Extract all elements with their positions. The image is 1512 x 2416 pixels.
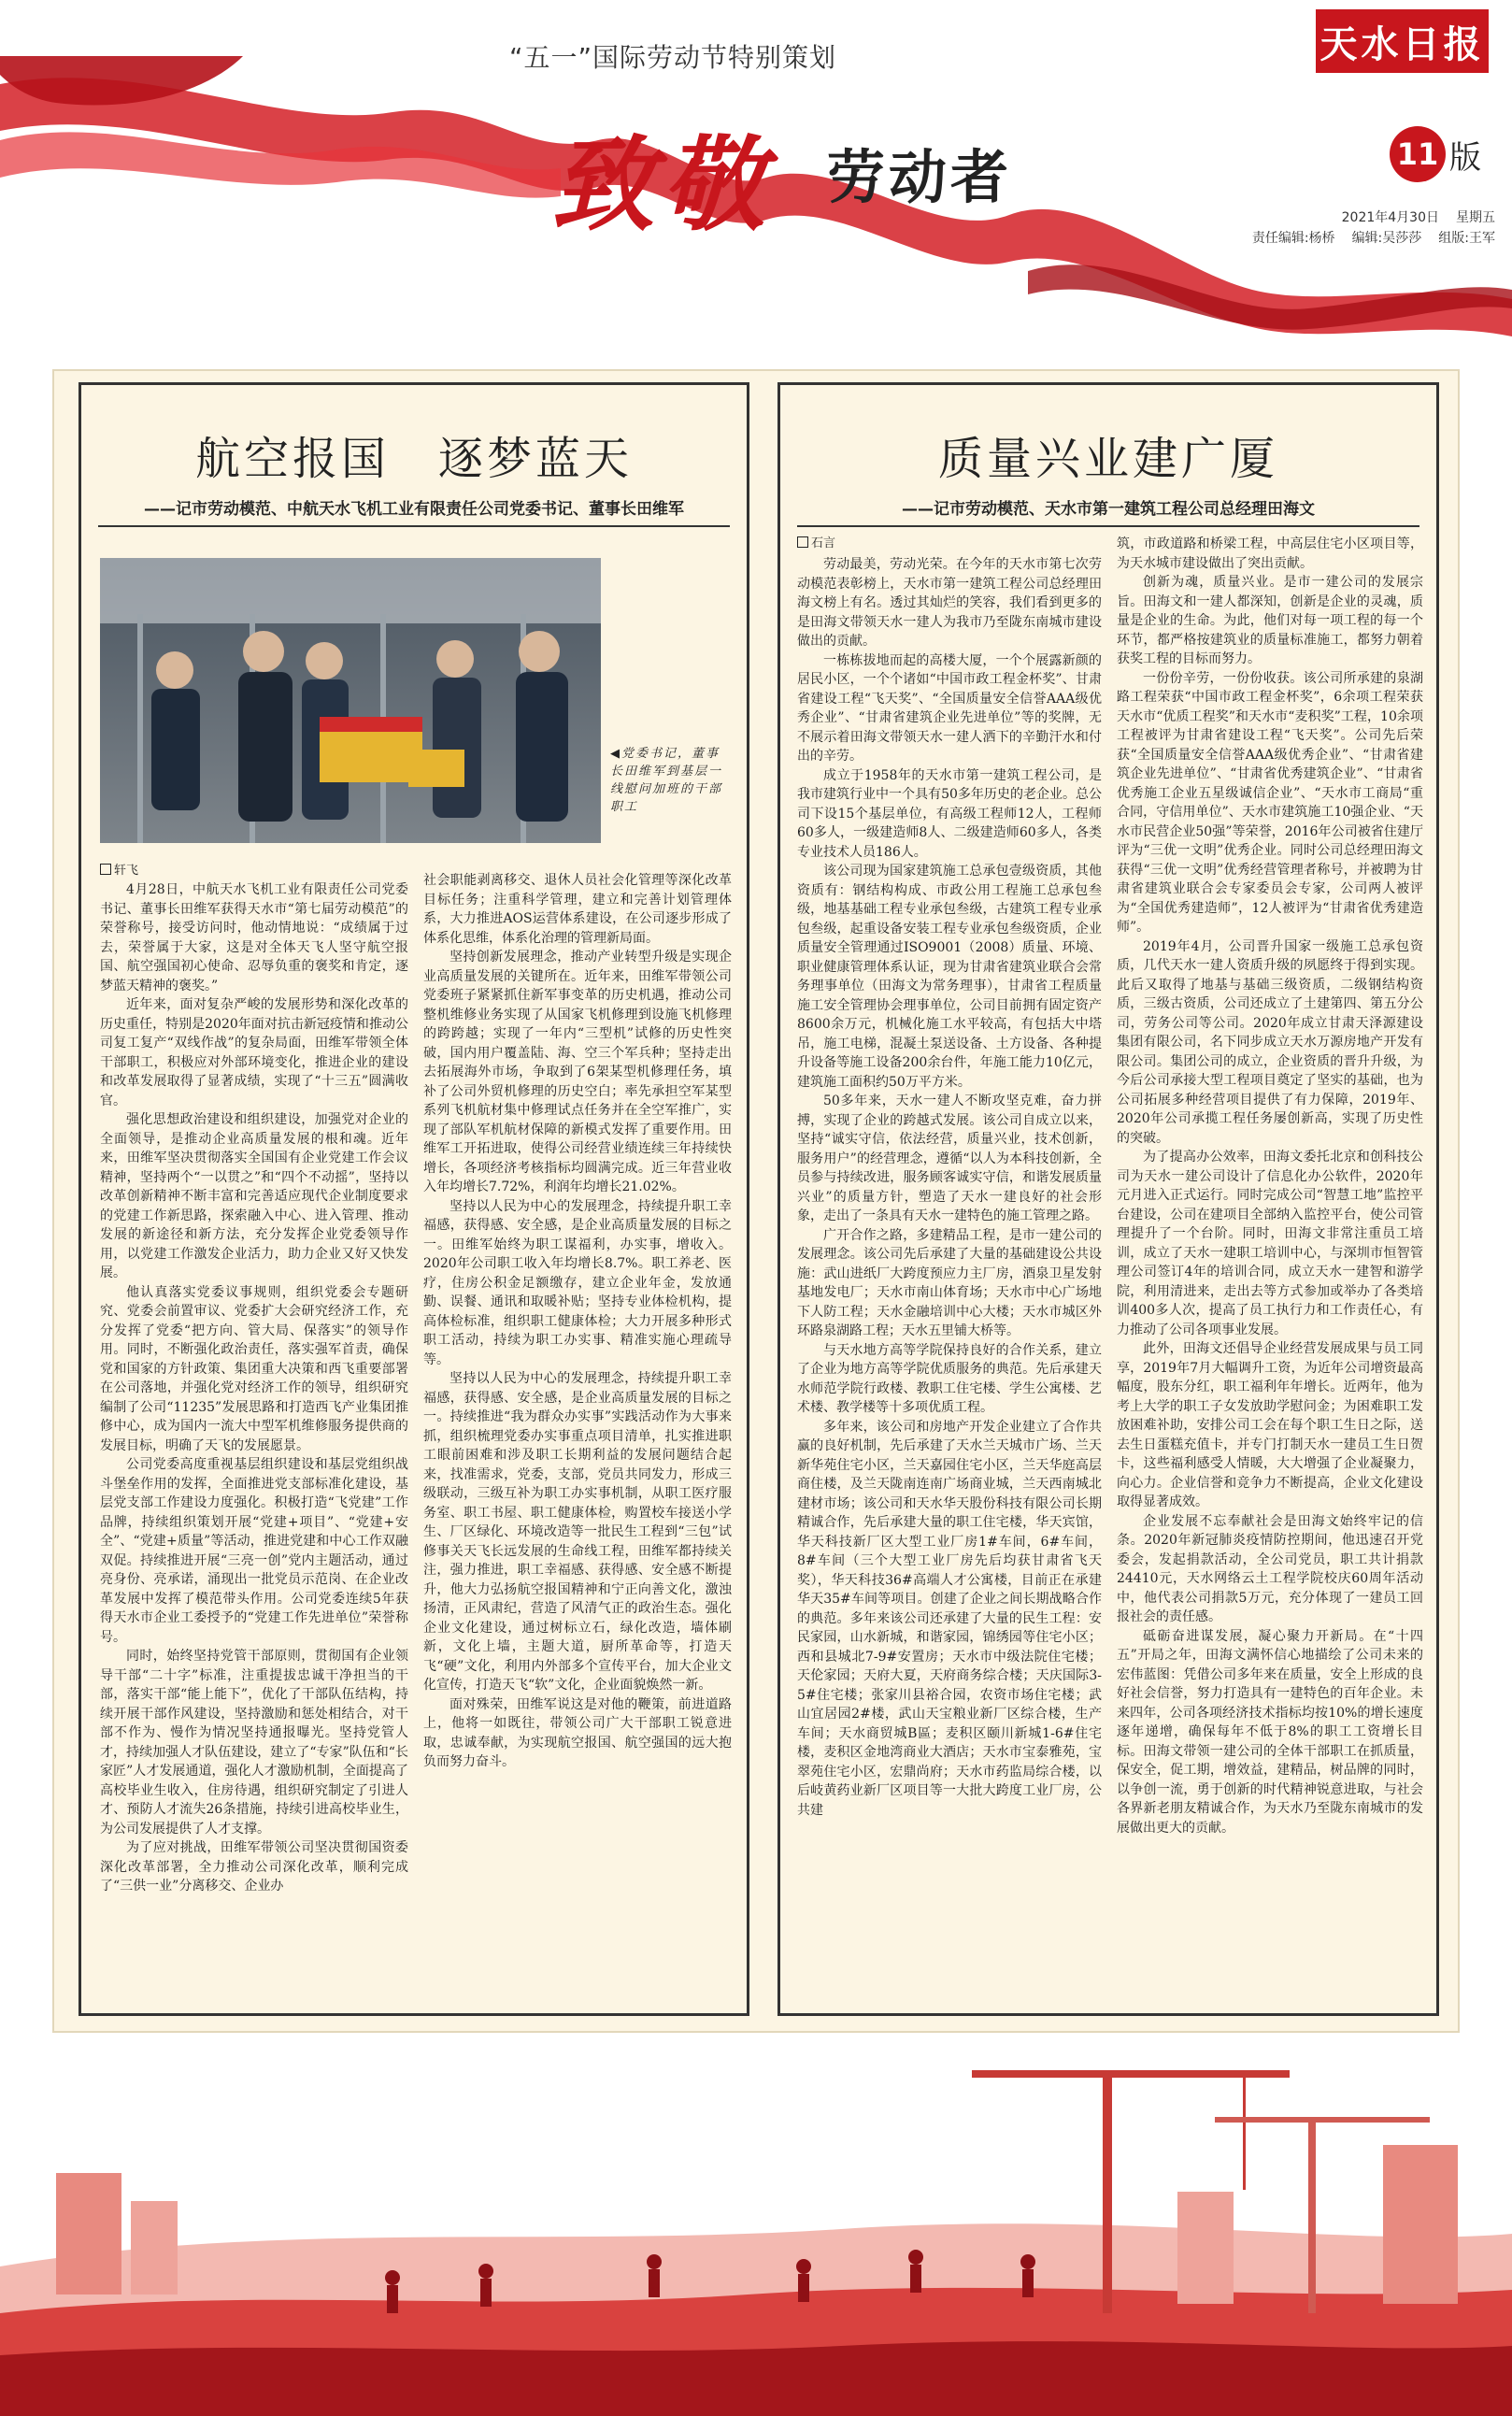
left-article-photo — [100, 558, 601, 843]
paragraph: 一份份辛劳，一份份收获。该公司所承建的泉湖路工程荣获“中国市政工程金杯奖”，6余项工程荣获天水市“优质工程奖”和天水市“麦积奖”工程，10余项工程被评为甘肃省建设工程“飞天奖”。公司先后荣获“全国质量安全信誉AAA级优秀企业”、“甘肃省建筑企业先进单位”、“甘肃省优秀建筑企业”、“甘肃省优秀施工企业五星级诚信企业”、“天水市工商局“重合同，守信用单位”、天水市建筑施工10强企业、“天水市民营企业50强”等荣誉，2016年公司被省住建厅评为“三优一文明”优秀企业。同时公司总经理田海文获得“三优一文明”优秀经营管理者称号，并被聘为甘肃省建筑业联合会专家委员会专家，公司两人被评为“全国优秀建造师”，12人被评为“甘肃省优秀建造师”。 — [1117, 670, 1423, 935]
right-article-title: 质量兴业建广厦 — [937, 433, 1278, 485]
photo-caption: ◀党委书记，董事长田维军到基层一线慰问加班的干部职工 — [610, 747, 723, 814]
headline-red: 致敬 — [551, 124, 772, 245]
paragraph: 他认真落实党委议事规则，组织党委会专题研究、党委会前置审议、党委扩大会研究经济工作，充分发挥了党委“把方向、管大局、保落实”的领导作用。同时，不断强化政治责任，落实强军首责，确保党和国家的方针政策、集团重大决策和西飞重要部署在公司落地，并强化党对经济工作的领导，组织研究编制了公司“11235”发展思路和打造西飞产业集团推修中心，成为国内一流大中型军机维修服务提供商的发展目标，明确了天飞的发展愿景。 — [100, 1284, 408, 1453]
paragraph: 广开合作之路，多建精品工程，是市一建公司的发展理念。该公司先后承建了大量的基础建设公共设施：武山进纸厂大跨度预应力主厂房，酒泉卫星发射基地发电厂；天水市南山体育场；天水市中心广场地下人防工程；天水金融培训中心大楼；天水市城区外环路泉湖路工程；天水五里铺大桥等。 — [797, 1227, 1102, 1338]
proof-credit: 编辑:吴莎莎 — [1351, 231, 1422, 246]
paragraph: 此外，田海文还倡导企业经营发展成果与员工同享，2019年7月大幅调升工资，为近年公司增资最高幅度，股东分红，职工福利年年增长。近两年，他为考上大学的职工子女发放助学慰问金；为困难职工发放困难补助，安排公司工会在每个职工生日之际，送去生日蛋糕充值卡，并专门打制天水一建员工生日贺卡，这些福利感受人情暖，大大增强了企业凝聚力，向心力。企业信誉和竞争力不断提高，企业文化建设取得显著成效。 — [1117, 1341, 1423, 1509]
issue-weekday: 星期五 — [1456, 210, 1495, 225]
edition-label: 版 — [1449, 138, 1481, 177]
paragraph: 劳动最美，劳动光荣。在今年的天水市第七次劳动模范表彰榜上，天水市第一建筑工程公司总经理田海文榜上有名。透过其灿烂的笑容，我们看到更多的是田海文带领天水一建人为我市乃至陇东南城市建设做出的贡献。 — [797, 557, 1102, 649]
paragraph: 社会职能剥离移交、退休人员社会化管理等深化改革目标任务；注重科学管理，建立和完善计划管理体系，大力推进AOS运营体系建设，在公司逐步形成了体系化思维，体系化治理的管理新局面。 — [423, 873, 732, 946]
paragraph: 2019年4月，公司晋升国家一级施工总承包资质，几代天水一建人资质升级的夙愿终于得到实现。此后又取得了地基与基础三级资质，二级钢结构资质，三级古资质，公司还成立了土建第四、第五分公司，劳务公司等公司。2020年成立甘肃天泽源建设集团有限公司，名下同步成立天水万源房地产开发有限公司。集团公司的成立，企业资质的晋升升级，为今后公司承接大型工程项目奠定了坚实的基础，也为公司拓展多种经营项目提供了有力保障，2019年、2020年公司承揽工程任务屡创新高，实现了历史性的突破。 — [1117, 938, 1423, 1146]
photo-image — [100, 558, 601, 843]
paragraph: 成立于1958年的天水市第一建筑工程公司，是我市建筑行业中一个具有50多年历史的老企业。总公司下设15个基层单位，有高级工程师12人，工程师60多人，一级建造师8人、二级建造师60多人，各类专业技术人员186人。 — [797, 767, 1102, 860]
issue-date: 2021年4月30日 — [1341, 210, 1439, 225]
paragraph: 4月28日，中航天水飞机工业有限责任公司党委书记、董事长田维军获得天水市“第七届劳动模范”的荣誉称号，接受访问时，他动情地说：“成绩属于过去，荣誉属于大家，这是对全体天飞人坚守航空报国、航空强国初心使命、忍辱负重的褒奖和肯定，逐梦蓝天精神的褒奖。” — [100, 882, 408, 994]
worker-silhouettes — [0, 2033, 1512, 2416]
right-article-subtitle: ——记市劳动模范、天水市第一建筑工程公司总经理田海文 — [902, 500, 1315, 519]
paragraph: 同时，始终坚持党管干部原则，贯彻国有企业领导干部“二十字”标准，注重提拔忠诚干净担当的干部，落实干部“能上能下”，优化了干部队伍结构，持续开展干部作风建设，坚持激励和惩处相结合，对干部不作为、慢作为情况坚持通报曝光。坚持党管人才，持续加强人才队伍建设，建立了“专家”队伍和“长家匠”人才发展通道，强化人才激励机制，全面提高了高校毕业生收入，住房待遇，组织研究制定了引进人才、预防人才流失26条措施，持续引进高校毕业生，为公司发展提供了人才支撑。 — [100, 1649, 408, 1837]
paragraph: 砥砺奋进谋发展，凝心聚力开新局。在“十四五”开局之年，田海文满怀信心地描绘了公司未来的宏伟蓝图：凭借公司多年来在质量，安全上形成的良好社会信誉，努力打造具有一建特色的百年企业。未来四年，公司各项经济技术指标均按10%的增长速度逐年递增，确保每年不低于8%的职工工资增长目标。田海文带领一建公司的全体干部职工在抓质量，保安全，促工期，增效益，建精品，树品牌的同时，以争创一流，勇于创新的时代精神锐意进取，与社会各界新老朋友精诚合作，为天水乃至陇东南城市的发展做出更大的贡献。 — [1117, 1628, 1423, 1836]
right-article — [777, 382, 1439, 2016]
left-article-byline: 轩飞 — [100, 860, 138, 878]
paragraph: 多年来，该公司和房地产开发企业建立了合作共赢的良好机制，先后承建了天水兰天城市广场、兰天新华苑住宅小区，兰天嘉园住宅小区，兰天华庭高层商住楼，及兰天陇南连南广场商业城，兰天西南城北建材市场；该公司和天水华天股份科技有限公司长期精诚合作，先后承建大量的职工住宅楼，华天宾馆，华天科技新厂区大型工业厂房1#车间，6#车间，8#车间（三个大型工业厂房先后均获甘肃省飞天奖），华天科技36#高端人才公寓楼，目前正在承建华天35#车间等项目。创建了企业之间长期战略合作的典范。多年来该公司还承建了大量的民生工程：安民家园，山水新城，和谐家园，锦绣园等住宅小区；西和县城北7-9#安置房；天水市中级法院住宅楼；天伦家园；天府大夏，天府商务综合楼；天庆国际3-5#住宅楼；张家川县裕合园，农资市场住宅楼；武山宜居园2#楼，武山天宝粮业新厂区综合楼，生产车间；天水商贸城B區；麦积区颐川新城1-6#住宅楼，麦积区金地湾商业大酒店；天水市宝泰雅苑，宝翠苑住宅小区，宏鼎尚府；天水市药监局综合楼，以后岐黄药业新厂区项目等一大批大跨度工业厂房，公共建 — [797, 1419, 1102, 1818]
left-article-subtitle: ——记市劳动模范、中航天水飞机工业有限责任公司党委书记、董事长田维军 — [144, 500, 684, 519]
left-article-column-1 — [100, 880, 408, 2002]
paragraph: 坚持以人民为中心的发展理念，持续提升职工幸福感，获得感、安全感，是企业高质量发展的目标之一。田维军始终为职工谋福利，办实事，增收入。2020年公司职工收入年均增长8.7%。职工养老、医疗，住房公积金足额缴存，建立企业年金，发放通勤、误餐、通讯和取暖补贴；坚持专业体检机构，提高体检标准，组织职工健康体检；大力开展多种形式职工活动，持续为职工办实事、精准实施心理疏导等。 — [423, 1198, 732, 1367]
paragraph: 与天水地方高等学院保持良好的合作关系，建立了企业为地方高等学院优质服务的典范。先后承建天水师范学院行政楼、教职工住宅楼、学生公寓楼、艺术楼、教学楼等十多项优质工程。 — [797, 1342, 1102, 1415]
edition-number: 11 — [1390, 126, 1446, 182]
paragraph: 强化思想政治建设和组织建设，加强党对企业的全面领导，是推动企业高质量发展的根和魂。近年来，田维军坚决贯彻落实全国国有企业党建工作会议精神，坚持两个“一以贯之”和“四个不动摇”，坚持以改革创新精神不断丰富和完善适应现代企业制度要求的党建工作新思路，探索融入中心、进入管理、推动发展的新途径和新方法，充分发挥企业党委领导作用，以党建工作激发企业活力，助力企业又好又快发展。 — [100, 1112, 408, 1280]
editor-credit: 责任编辑:杨桥 — [1251, 231, 1335, 246]
feature-title: “五一”国际劳动节特别策划 — [509, 42, 837, 73]
right-article-column-2 — [1117, 535, 1423, 2002]
right-article-rule — [797, 525, 1419, 527]
left-article — [78, 382, 749, 2016]
content-panel — [52, 369, 1460, 2033]
footer-illustration — [0, 2033, 1512, 2416]
paragraph: 公司党委高度重视基层组织建设和基层党组织战斗堡垒作用的发挥，全面推进党支部标准化建设，基层党支部工作建设力度强化。积极打造“飞党建”工作品牌，持续组织策划开展“党建+项目”、“党建+安全”、“党建+质量”等活动，推进党建和中心工作双融双促。持续推进开展“三亮一创”党内主题活动，通过亮身份、亮承诺，涌现出一批党员示范岗、在企业改革发展中发挥了模范带头作用。公司党委连续5年获得天水市企业工委授予的“党建工作先进单位”荣誉称号。 — [100, 1457, 408, 1645]
paragraph: 面对殊荣，田维军说这是对他的鞭策，前进道路上，他将一如既往，带领公司广大干部职工锐意进取，忠诚奉献，为实现航空报国、航空强国的远大抱负而努力奋斗。 — [423, 1696, 732, 1769]
paragraph: 50多年来，天水一建人不断攻坚克难，奋力拼搏，实现了企业的跨越式发展。该公司自成立以来，坚持“诚实守信，依法经营，质量兴业，技术创新，服务用户”的经营理念，遵循“以人为本科技创新，全员参与持续改进，服务顾客诚实守信，和谐发展质量兴业”的质量方针，塑造了天水一建良好的社会形象，走出了一条具有天水一建特色的施工管理之路。 — [797, 1094, 1102, 1223]
paragraph: 近年来，面对复杂严峻的发展形势和深化改革的历史重任，特别是2020年面对抗击新冠疫情和推动公司复工复产“双线作战”的复杂局面，田维军带领全体干部职工，积极应对外部环境变化，推进企业的建设和改革发展取得了显著成绩，实现了“十三五”圆满收官。 — [100, 997, 408, 1108]
layout-credit: 组版:王军 — [1438, 231, 1495, 246]
paragraph: 创新为魂，质量兴业。是市一建公司的发展宗旨。田海文和一建人都深知，创新是企业的灵魂，质量是企业的生命。为此，他们对每一项工程的每一个环节，都严格按建筑业的质量标准施工，都努力朝着获奖工程的目标而努力。 — [1117, 575, 1423, 666]
left-article-rule — [98, 525, 730, 527]
paragraph: 筑，市政道路和桥梁工程，中高层住宅小区项目等，为天水城市建设做出了突出贡献。 — [1117, 536, 1423, 571]
headline-black: 劳动者 — [827, 143, 1013, 211]
left-article-column-2 — [423, 871, 732, 2002]
right-article-byline: 石言 — [797, 533, 835, 550]
paragraph: 一栋栋拔地而起的高楼大厦，一个个展露新颜的居民小区，一个个诸如“中国市政工程金杯奖”、甘肃省建设工程“飞天奖”、“全国质量安全信誉AAA级优秀企业”、“甘肃省建筑企业先进单位”等的奖牌，无不展示着田海文带领天水一建人洒下的辛勤汗水和付出的辛劳。 — [797, 652, 1102, 764]
page-banner — [0, 0, 1512, 374]
left-article-title: 航空报国 逐梦蓝天 — [194, 433, 633, 485]
paragraph: 坚持以人民为中心的发展理念，持续提升职工幸福感，获得感、安全感，是企业高质量发展的目标之一。持续推进“我为群众办实事”实践活动作为大事来抓，组织梳理党委办实事重点项目清单，扎实推进职工眼前困难和涉及职工长期利益的发展问题结合起来，找准需求，党委，支部，党员共同发力，形成三级联动，三级互补为职工办实事机制，从职工医疗服务室、职工书屋、职工健康体检，购置校车接送小学生、厂区绿化、环境改造等一批民生工程到“三包”试修事关天飞长远发展的生命线工程，田维军都持续关注，强力推进，职工幸福感、获得感、安全感不断提升，他大力弘扬航空报国精神和宁正向善文化，激浊扬清，正风肃纪，营造了风清气正的政治生态。强化企业文化建设，通过树标立石，绿化改造，墙体刷新，文化上墙，主题大道，厨所革命等，打造天飞“硬”文化，利用内外部多个宣传平台，加大企业文化宣传，打造天飞“软”文化，企业面貌焕然一新。 — [423, 1371, 732, 1693]
paragraph: 为了应对挑战，田维军带领公司坚决贯彻国资委深化改革部署，全力推动公司深化改革，顺利完成了“三供一业”分离移交、企业办 — [100, 1840, 408, 1894]
right-article-column-1 — [797, 555, 1102, 2002]
newspaper-logo: 天水日报 — [1316, 9, 1489, 73]
paragraph: 企业发展不忘奉献社会是田海文始终牢记的信条。2020年新冠肺炎疫情防控期间，他迅速召开党委会，发起捐款活动，全公司党员，职工共计捐款24410元，天水网络云土工程学院校庆60周年活动中，他代表公司捐款5万元，充分体现了一建员工回报社会的责任感。 — [1117, 1513, 1423, 1624]
paragraph: 为了提高办公效率，田海文委托北京和创科技公司为天水一建公司设计了信息化办公软件，2020年元月进入正式运行。同时完成公司“智慧工地”监控平台建设，公司在建项目全部纳入监控平台，使公司管理提升了一个台阶。同时，田海文非常注重员工培训，成立了天水一建职工培训中心，与深圳市恒智管理公司签订4年的培训合同，成立天水一建智和游学院，利用清进来，走出去等方式参加或举办了各类培训400多人次，提高了员工执行力和工作责任心，有力推动了公司各项事业发展。 — [1117, 1150, 1423, 1337]
dateline — [1235, 207, 1495, 249]
paragraph: 该公司现为国家建筑施工总承包壹级资质，其他资质有：钢结构构成、市政公用工程施工总承包叁级，地基基础工程专业承包叁级，古建筑工程专业承包叁级，起重设备安装工程专业承包叁级资质，企业质量安全管理通过ISO9001（2008）质量、环境、职业健康管理体系认证，现为甘肃省建筑业联合会常务理事单位（田海文为常务理事），甘肃省工程质量施工安全管理协会理事单位，公司目前拥有固定资产8600余万元，机械化施工水平较高，有包括大中塔吊，施工电梯，混凝土泵送设备、土方设备、各种提升设备等施工设备200余台件，年施工能力10亿元，建筑施工面积约50万平方米。 — [797, 864, 1102, 1090]
paragraph: 坚持创新发展理念，推动产业转型升级是实现企业高质量发展的关键所在。近年来，田维军带领公司党委班子紧紧抓住新军事变革的历史机遇，推动公司整机维修业务实现了从国家飞机修理到设施飞机修理的跨跨越；实现了一年内“三型机”试修的历史性突破，国内用户覆盖陆、海、空三个军兵种；坚持走出去拓展海外市场，争取到了6架某型机修理任务，填补了公司外贸机修理的历史空白；率先承担空军某型系列飞机航材集中修理试点任务并在全空军推广，实现了部队军机航材保障的新模式发挥了重要作用。田维军工开拓进取，使得公司经营业绩连续三年持续快增长，各项经济考核指标均圆满完成。近三年营业收入年均增长7.72%，利润年均增长21.02%。 — [423, 950, 732, 1194]
edition-badge — [1390, 126, 1481, 182]
